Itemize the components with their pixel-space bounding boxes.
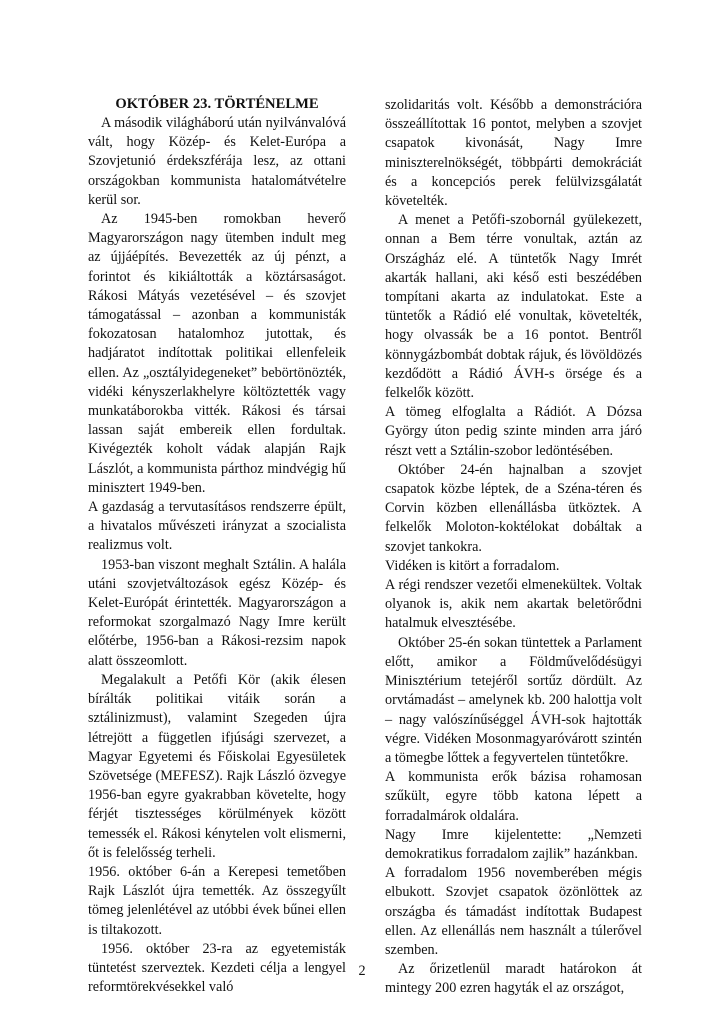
paragraph: 1956. október 6-án a Kerepesi temetőben Rajk Lászlót újra temették. Az összegyűlt tömeg jelenlétével az utóbbi évek bűnei ellen is tiltakozott. — [88, 863, 346, 938]
page-number: 2 — [358, 963, 366, 979]
paragraph: Október 25-én sokan tüntettek a Parlament előtt, amikor a Földművelődésügyi Minisztérium tetejéről sortűz dördült. Az orvtámadást – amelynek kb. 200 halottja volt – nagy valószínűséggel ÁVH-sok hajtották végre. Vidéken Mosonmagyaróvárott szintén a tömegbe lőttek a fegyvertelen tüntetőkre. — [385, 634, 642, 766]
paragraph: A tömeg elfoglalta a Rádiót. A Dózsa György úton pedig szinte minden arra járó részt vett a Sztálin-szobor ledöntésében. — [385, 404, 642, 459]
paragraph: A forradalom 1956 novemberében mégis elbukott. Szovjet csapatok özönlöttek az országba és támadást indítottak Budapest ellen. Az ellenállás nem használt a túlerővel szemben. — [385, 865, 642, 958]
paragraph: Az őrizetlenül maradt határokon át mintegy 200 ezren hagyták el az országot, — [385, 961, 642, 997]
paragraph: A gazdaság a tervutasításos rendszerre épült, a hivatalos művészeti irányzat a szocialista realizmus volt. — [88, 499, 346, 554]
paragraph: A régi rendszer vezetői elmenekültek. Voltak olyanok is, akik nem akartak beletörődni hatalmuk elvesztésébe. — [385, 577, 642, 632]
paragraph: Nagy Imre kijelentette: „Nemzeti demokratikus forradalom zajlik” hazánkban. — [385, 826, 642, 862]
paragraph: A menet a Petőfi-szobornál gyülekezett, onnan a Bem térre vonultak, aztán az Országház elé. A tüntetők Nagy Imrét akarták hallani, aki késő esti beszédében tompítani akarta az indulatokat. Este a tüntetők a Rádió elé vonultak, követelték, hogy olvassák be a 16 pontot. Bentről könnygázbombát dobtak rájuk, és lövöldözés kezdődött a Rádió ÁVH-s örsége és a felkelők között. — [385, 212, 642, 402]
paragraph: A második világháború után nyilvánvalóvá vált, hogy Közép- és Kelet-Európa a Szovjetunió érdekszférája lesz, az ottani országokban kommunista hatalomátvételre kerül sor. — [88, 115, 346, 208]
right-column — [385, 96, 642, 999]
paragraph: Az 1945-ben romokban heverő Magyarországon nagy ütemben indult meg az újjáépítés. Bevezették az új pénzt, a forintot és kikiáltották a köztársaságot. Rákosi Mátyás vezetésével – és szovjet támogatással – azonban a kommunisták fokozatosan hatalomhoz jutottak, és hadjáratot indítottak politikai ellenfeleik ellen. Az „osztályidegeneket” bebörtönözték, vidéki kényszerlakhelyre költöztették vagy munkatáborokba vitték. Rákosi és társai lassan saját embereik ellen fordultak. Kivégezték koholt vádak alapján Rajk Lászlót, a kommunista párthoz mindvégig hű minisztert 1949-ben. — [88, 211, 346, 496]
paragraph: szolidaritás volt. Később a demonstrációra összeállítottak 16 pontot, melyben a szovjet csapatok kivonását, Nagy Imre miniszterelnökségét, többpárti demokráciát és a koncepciós perek felülvizsgálatát követelték. — [385, 97, 642, 210]
paragraph: 1953-ban viszont meghalt Sztálin. A halála utáni szovjetváltozások egész Közép- és Kelet-Európát érintették. Magyarországon a reformokat szorgalmazó Nagy Imre került előtérbe, 1956-ban a Rákosi-rezsim napok alatt összeomlott. — [88, 556, 346, 669]
paragraph: 1956. október 23-ra az egyetemisták tüntetést szerveztek. Kezdeti célja a lengyel reformtörekvésekkel való — [88, 940, 346, 996]
left-column — [88, 95, 346, 997]
paragraph: Megalakult a Petőfi Kör (akik élesen bírálták politikai vitáik során a sztálinizmust), valamint Szegeden újra létrejött a független ifjúsági szervezet, a Magyar Egyetemi és Főiskolai Egyesületek Szövetsége (MEFESZ). Rajk László özvegye 1956-ban egyre gyakrabban követelte, hogy férjét tisztességes körülmények között temessék el. Rákosi kénytelen volt elismerni, őt is felelősség terheli. — [88, 671, 346, 861]
paragraph: Október 24-én hajnalban a szovjet csapatok közbe léptek, de a Széna-téren és Corvin közben ellenállásba ütköztek. A felkelők Moloton-koktélokat dobáltak a szovjet tankokra. — [385, 461, 642, 555]
paragraph: A kommunista erők bázisa rohamosan szűkült, egyre több katona lépett a forradalmárok oldalára. — [385, 769, 642, 824]
document-title: OKTÓBER 23. TÖRTÉNELME — [115, 96, 319, 112]
paragraph: Vidéken is kitört a forradalom. — [385, 557, 560, 574]
